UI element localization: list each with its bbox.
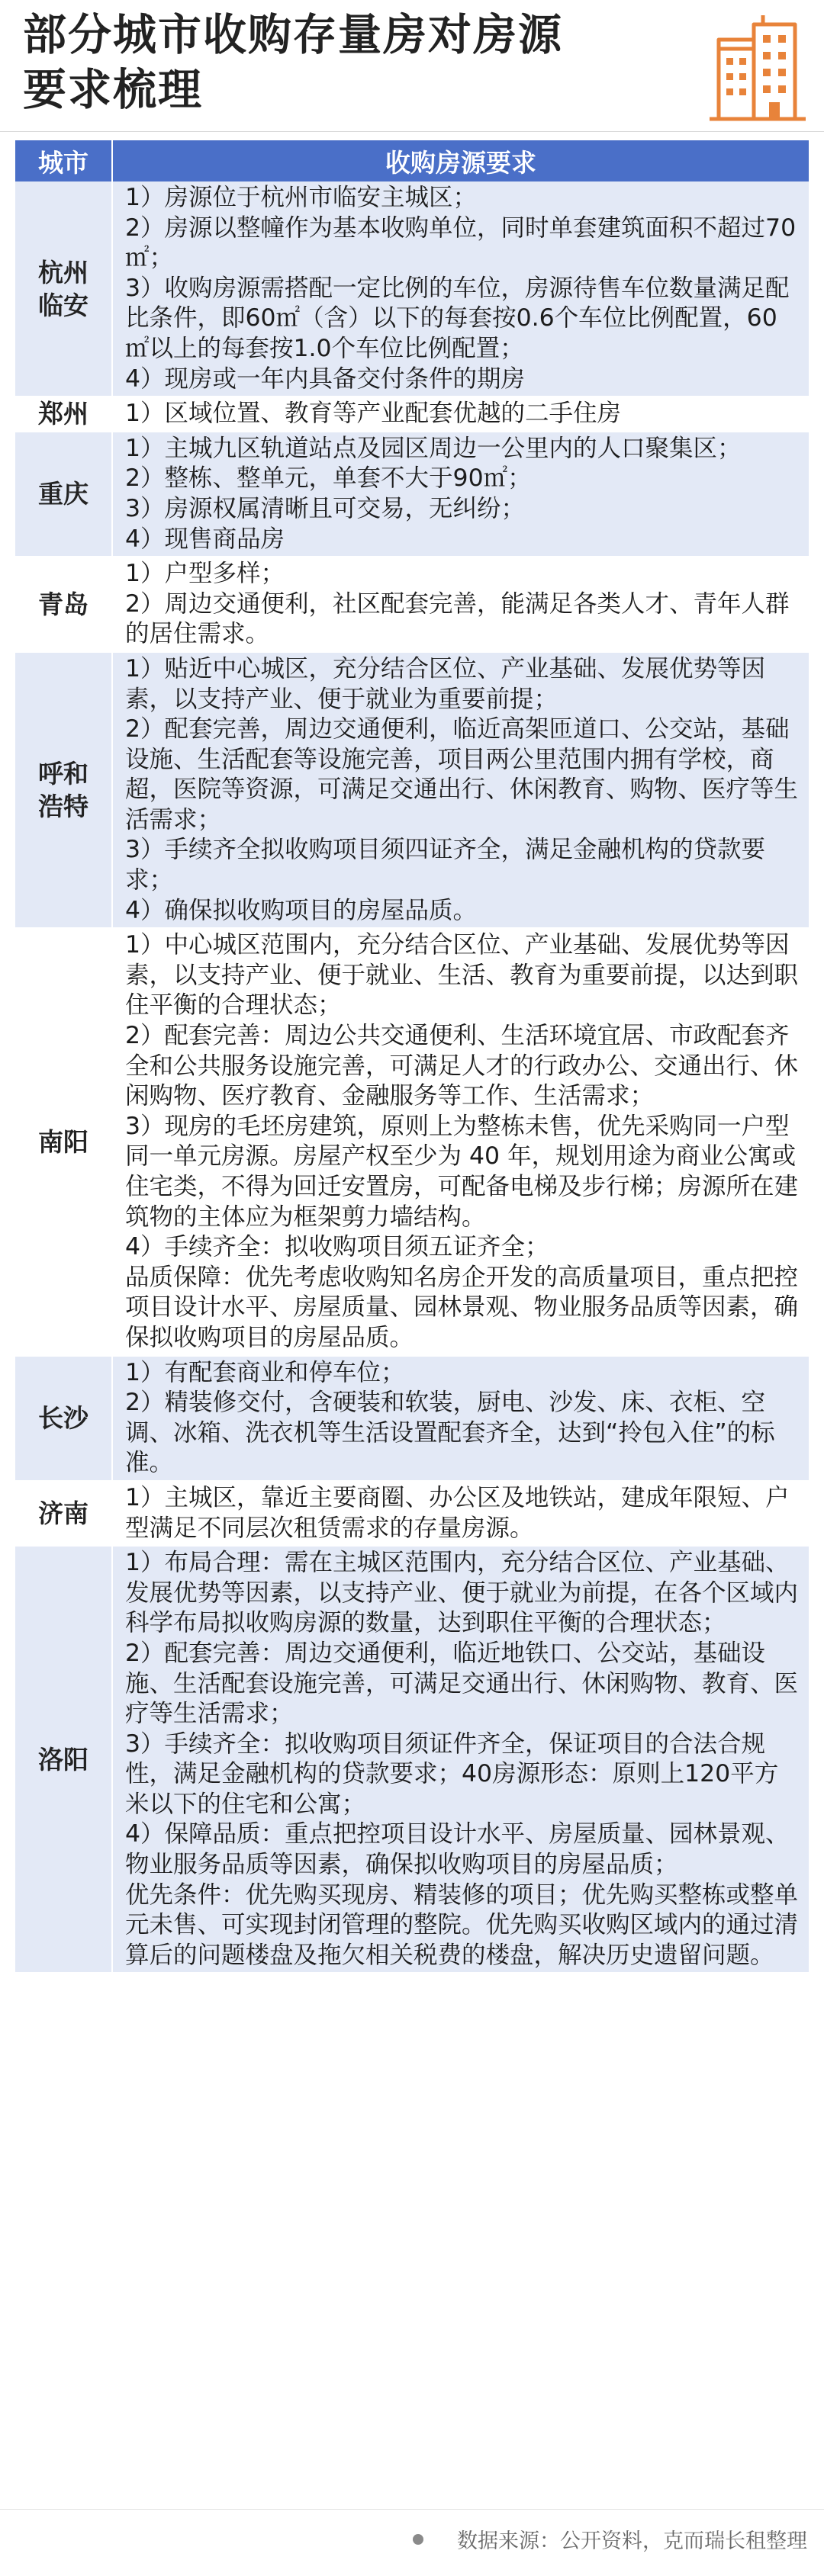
requirement-item: 1）户型多样； — [125, 560, 285, 588]
table-row — [15, 557, 809, 653]
city-cell — [15, 557, 113, 653]
table-body — [15, 181, 809, 1974]
requirements-cell — [113, 1547, 809, 1974]
city-name: 青岛 — [38, 589, 89, 620]
requirements-table — [15, 140, 809, 1974]
title-line-1: 部分城市收购存量房对房源 — [23, 10, 563, 60]
requirement-item: 2）配套完善，周边交通便利，临近高架匝道口、公交站，基础设施、生活配套等设施完善，项目两公里范围内拥有学校，商超，医院等资源，可满足交通出行、休闲教育、购物、医疗等生活需求； — [125, 715, 799, 834]
requirement-item: 1）房源位于杭州市临安主城区； — [125, 184, 478, 211]
table-row — [15, 653, 809, 929]
header-requirements: 收购房源要求 — [113, 140, 809, 181]
requirements-cell — [113, 1482, 809, 1547]
city-cell — [15, 397, 113, 432]
table-row — [15, 1482, 809, 1547]
requirement-item: 1）贴近中心城区，充分结合区位、产业基础、发展优势等因素，以支持产业、便于就业为重要前提； — [125, 654, 766, 713]
city-cell — [15, 1357, 113, 1482]
requirement-item: 品质保障：优先考虑收购知名房企开发的高质量项目，重点把控项目设计水平、房屋质量、园林景观、物业服务品质等因素，确保拟收购项目的房屋品质。 — [125, 1263, 799, 1351]
city-cell — [15, 432, 113, 557]
city-name: 浩特 — [38, 792, 89, 822]
requirement-item: 1）主城九区轨道站点及园区周边一公里内的人口聚集区； — [125, 434, 742, 462]
city-name: 临安 — [38, 290, 89, 320]
building-icon — [703, 14, 810, 122]
page-title — [23, 8, 563, 117]
table-row — [15, 1357, 809, 1482]
requirements-cell — [113, 181, 809, 397]
table-row — [15, 1547, 809, 1974]
requirement-item: 1）中心城区范围内，充分结合区位、产业基础、发展优势等因素，以支持产业、便于就业、生活、教育为重要前提，以达到职住平衡的合理状态； — [125, 931, 799, 1020]
requirement-item: 优先条件：优先购买现房、精装修的项目；优先购买整栋或整单元未售、可实现封闭管理的整院。优先购买收购区域内的通过清算后的问题楼盘及拖欠相关税费的楼盘，解决历史遗留问题。 — [125, 1881, 799, 1969]
city-name: 杭州 — [38, 257, 89, 287]
requirements-cell — [113, 1357, 809, 1482]
city-name: 洛阳 — [38, 1744, 89, 1775]
city-cell — [15, 653, 113, 929]
requirement-item: 4）手续齐全：拟收购项目须五证齐全； — [125, 1233, 549, 1261]
requirement-item: 4）确保拟收购项目的房屋品质。 — [125, 896, 478, 924]
requirements-cell — [113, 929, 809, 1356]
header-city: 城市 — [15, 140, 113, 181]
table-row — [15, 929, 809, 1356]
footer — [413, 2524, 807, 2554]
requirement-item: 2）房源以整幢作为基本收购单位，同时单套建筑面积不超过70㎡； — [125, 214, 797, 272]
requirement-item: 2）整栋、整单元，单套不大于90㎡； — [125, 464, 532, 493]
table-header-row — [15, 140, 809, 181]
table-row — [15, 397, 809, 432]
requirement-item: 1）有配套商业和停车位； — [125, 1358, 405, 1386]
requirement-item: 2）配套完善：周边交通便利，临近地铁口、公交站，基础设施、生活配套设施完善，可满足交通出行、休闲购物、教育、医疗等生活需求； — [125, 1639, 799, 1728]
requirement-item: 3）手续齐全拟收购项目须四证齐全，满足金融机构的贷款要求； — [125, 836, 766, 895]
requirement-item: 4）现房或一年内具备交付条件的期房 — [125, 365, 526, 393]
city-name: 郑州 — [38, 399, 89, 429]
city-cell — [15, 929, 113, 1356]
requirement-item: 4）现售商品房 — [125, 525, 285, 553]
requirements-cell — [113, 653, 809, 929]
city-name: 重庆 — [38, 479, 89, 509]
city-cell — [15, 181, 113, 397]
city-name: 长沙 — [38, 1403, 89, 1434]
header — [0, 0, 824, 128]
table-row — [15, 181, 809, 397]
requirement-item: 2）配套完善：周边公共交通便利、生活环境宜居、市政配套齐全和公共服务设施完善，可满足人才的行政办公、交通出行、休闲购物、医疗教育、金融服务等工作、生活需求； — [125, 1022, 799, 1110]
requirement-item: 3）手续齐全：拟收购项目须证件齐全，保证项目的合法合规性，满足金融机构的贷款要求；40房源形态：原则上120平方米以下的住宅和公寓； — [125, 1730, 779, 1818]
requirements-cell — [113, 557, 809, 653]
city-name: 南阳 — [38, 1126, 89, 1157]
requirement-item: 1）区域位置、教育等产业配套优越的二手住房 — [125, 400, 622, 428]
requirement-item: 2）精装修交付，含硬装和软装，厨电、沙发、床、衣柜、空调、冰箱、洗衣机等生活设置配套齐全，达到“拎包入住”的标准。 — [125, 1389, 775, 1477]
title-divider — [0, 131, 824, 132]
requirement-item: 3）收购房源需搭配一定比例的车位，房源待售车位数量满足配比条件，即60㎡（含）以下的每套按0.6个车位比例配置，60㎡以上的每套按1.0个车位比例配置； — [125, 274, 790, 362]
requirement-item: 1）主城区，靠近主要商圈、办公区及地铁站，建成年限短、户型满足不同层次租赁需求的存量房源。 — [125, 1483, 790, 1542]
city-cell — [15, 1482, 113, 1547]
requirement-item: 3）现房的毛坯房建筑，原则上为整栋未售，优先采购同一户型同一单元房源。房屋产权至少为 40 年，规划用途为商业公寓或住宅类，不得为回迁安置房，可配备电梯及步行梯；房源所在建筑物的主体应为框架剪力墙结构。 — [125, 1112, 799, 1231]
bullet-dot-icon — [413, 2534, 423, 2545]
city-name: 呼和 — [38, 759, 89, 789]
footer-divider — [0, 2509, 824, 2510]
title-line-2: 要求梳理 — [23, 65, 203, 115]
requirements-cell — [113, 432, 809, 557]
table-row — [15, 432, 809, 557]
requirement-item: 3）房源权属清晰且可交易，无纠纷； — [125, 494, 526, 522]
requirement-item: 4）保障品质：重点把控项目设计水平、房屋质量、园林景观、物业服务品质等因素，确保拟收购项目的房屋品质； — [125, 1820, 790, 1879]
requirements-cell — [113, 397, 809, 432]
source-note: 数据来源：公开资料，克而瑞长租整理 — [457, 2529, 807, 2553]
requirement-item: 2）周边交通便利，社区配套完善，能满足各类人才、青年人群的居住需求。 — [125, 589, 790, 648]
requirement-item: 1）布局合理：需在主城区范围内，充分结合区位、产业基础、发展优势等因素，以支持产业、便于就业为前提，在各个区域内科学布局拟收购房源的数量，达到职住平衡的合理状态； — [125, 1549, 799, 1637]
city-name: 济南 — [38, 1498, 89, 1529]
city-cell — [15, 1547, 113, 1974]
